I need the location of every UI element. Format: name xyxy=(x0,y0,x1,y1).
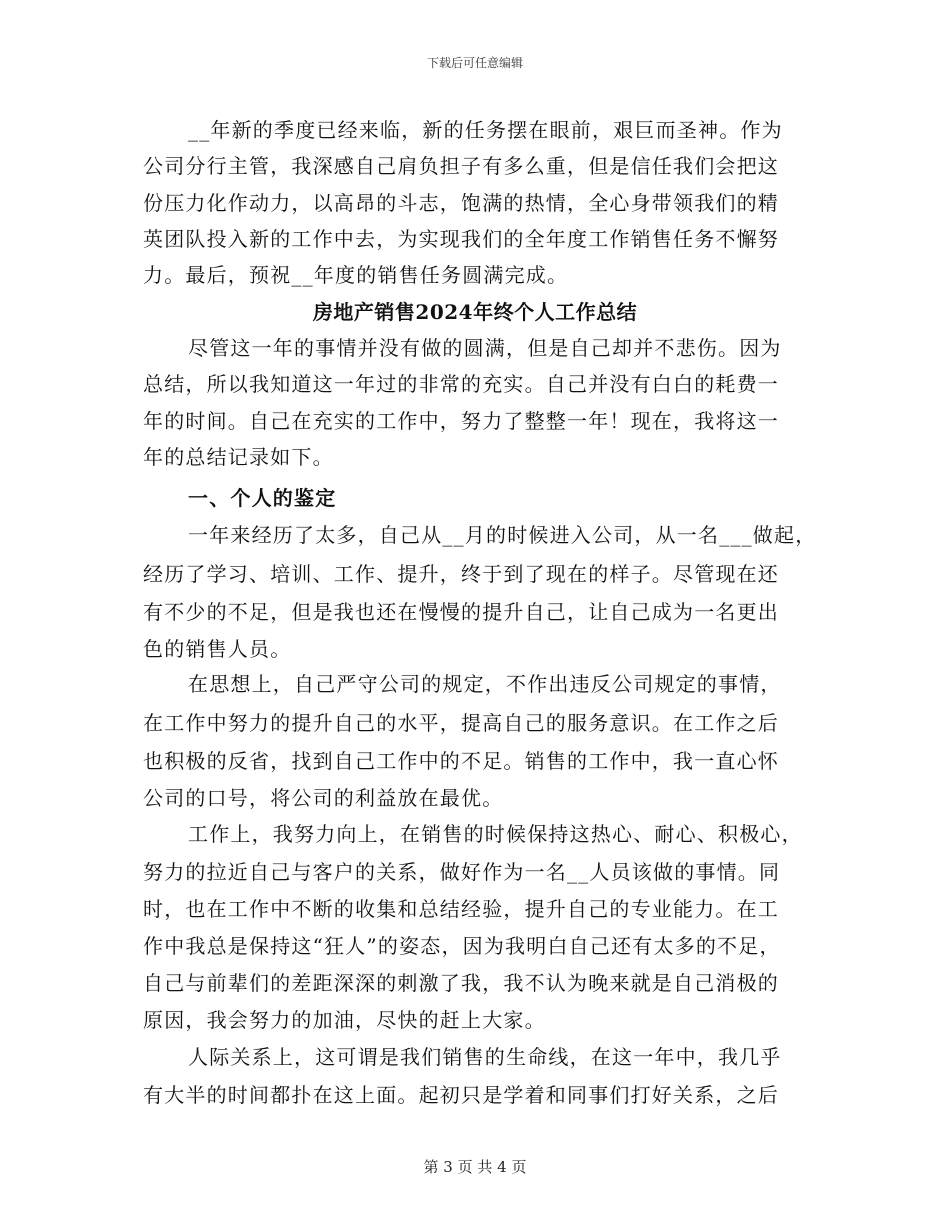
page-header: 下载后可任意编辑 xyxy=(426,56,523,70)
section-heading: 一、个人的鉴定 xyxy=(188,486,337,510)
text-line: 年的时间。自己在充实的工作中，努力了整整一年！现在，我将这一 xyxy=(143,409,779,433)
text-line: 原因，我会努力的加油，尽快的赶上大家。 xyxy=(143,1008,546,1032)
page-footer: 第 3 页 共 4 页 xyxy=(423,1158,527,1176)
text-line: 年的总结记录如下。 xyxy=(143,445,334,469)
text-line: 有不少的不足，但是我也还在慢慢的提升自己，让自己成为一名更出 xyxy=(143,600,779,624)
text-line: 经历了学习、培训、工作、提升，终于到了现在的样子。尽管现在还 xyxy=(143,562,779,586)
text-line: 份压力化作动力，以高昂的斗志，饱满的热情，全心身带领我们的精 xyxy=(143,191,779,215)
text-line: 时，也在工作中不断的收集和总结经验，提升自己的专业能力。在工 xyxy=(143,897,779,921)
document-title: 房地产销售2024年终个人工作总结 xyxy=(312,300,638,324)
text-line: 人际关系上，这可谓是我们销售的生命线，在这一年中，我几乎 xyxy=(188,1045,782,1069)
text-line: 努力的拉近自己与客户的关系，做好作为一名__人员该做的事情。同 xyxy=(143,860,781,884)
text-line: 在思想上，自己严守公司的规定，不作出违反公司规定的事情， xyxy=(188,672,782,696)
text-line: __年新的季度已经来临，新的任务摆在眼前，艰巨而圣神。作为 xyxy=(188,118,783,142)
text-line: 公司的口号，将公司的利益放在最优。 xyxy=(143,786,504,810)
text-line: 力。最后，预祝__年度的销售任务圆满完成。 xyxy=(143,263,569,287)
text-line: 色的销售人员。 xyxy=(143,637,292,661)
text-line: 尽管这一年的事情并没有做的圆满，但是自己却并不悲伤。因为 xyxy=(188,336,782,360)
text-line: 工作上，我努力向上，在销售的时候保持这热心、耐心、积极心， xyxy=(188,822,803,846)
text-line: 英团队投入新的工作中去，为实现我们的全年度工作销售任务不懈努 xyxy=(143,227,779,251)
text-line: 作中我总是保持这“狂人”的姿态，因为我明白自己还有太多的不足， xyxy=(143,934,781,958)
text-line: 在工作中努力的提升自己的水平，提高自己的服务意识。在工作之后 xyxy=(143,711,779,735)
text-line: 有大半的时间都扑在这上面。起初只是学着和同事们打好关系，之后 xyxy=(143,1083,779,1107)
text-line: 公司分行主管，我深感自己肩负担子有多么重，但是信任我们会把这 xyxy=(143,154,779,178)
text-line: 也积极的反省，找到自己工作中的不足。销售的工作中，我一直心怀 xyxy=(143,749,779,773)
text-line: 总结，所以我知道这一年过的非常的充实。自己并没有白白的耗费一 xyxy=(143,372,779,396)
text-line: 一年来经历了太多，自己从__月的时候进入公司，从一名___做起， xyxy=(188,523,817,547)
text-line: 自己与前辈们的差距深深的刺激了我，我不认为晚来就是自己消极的 xyxy=(143,971,779,995)
